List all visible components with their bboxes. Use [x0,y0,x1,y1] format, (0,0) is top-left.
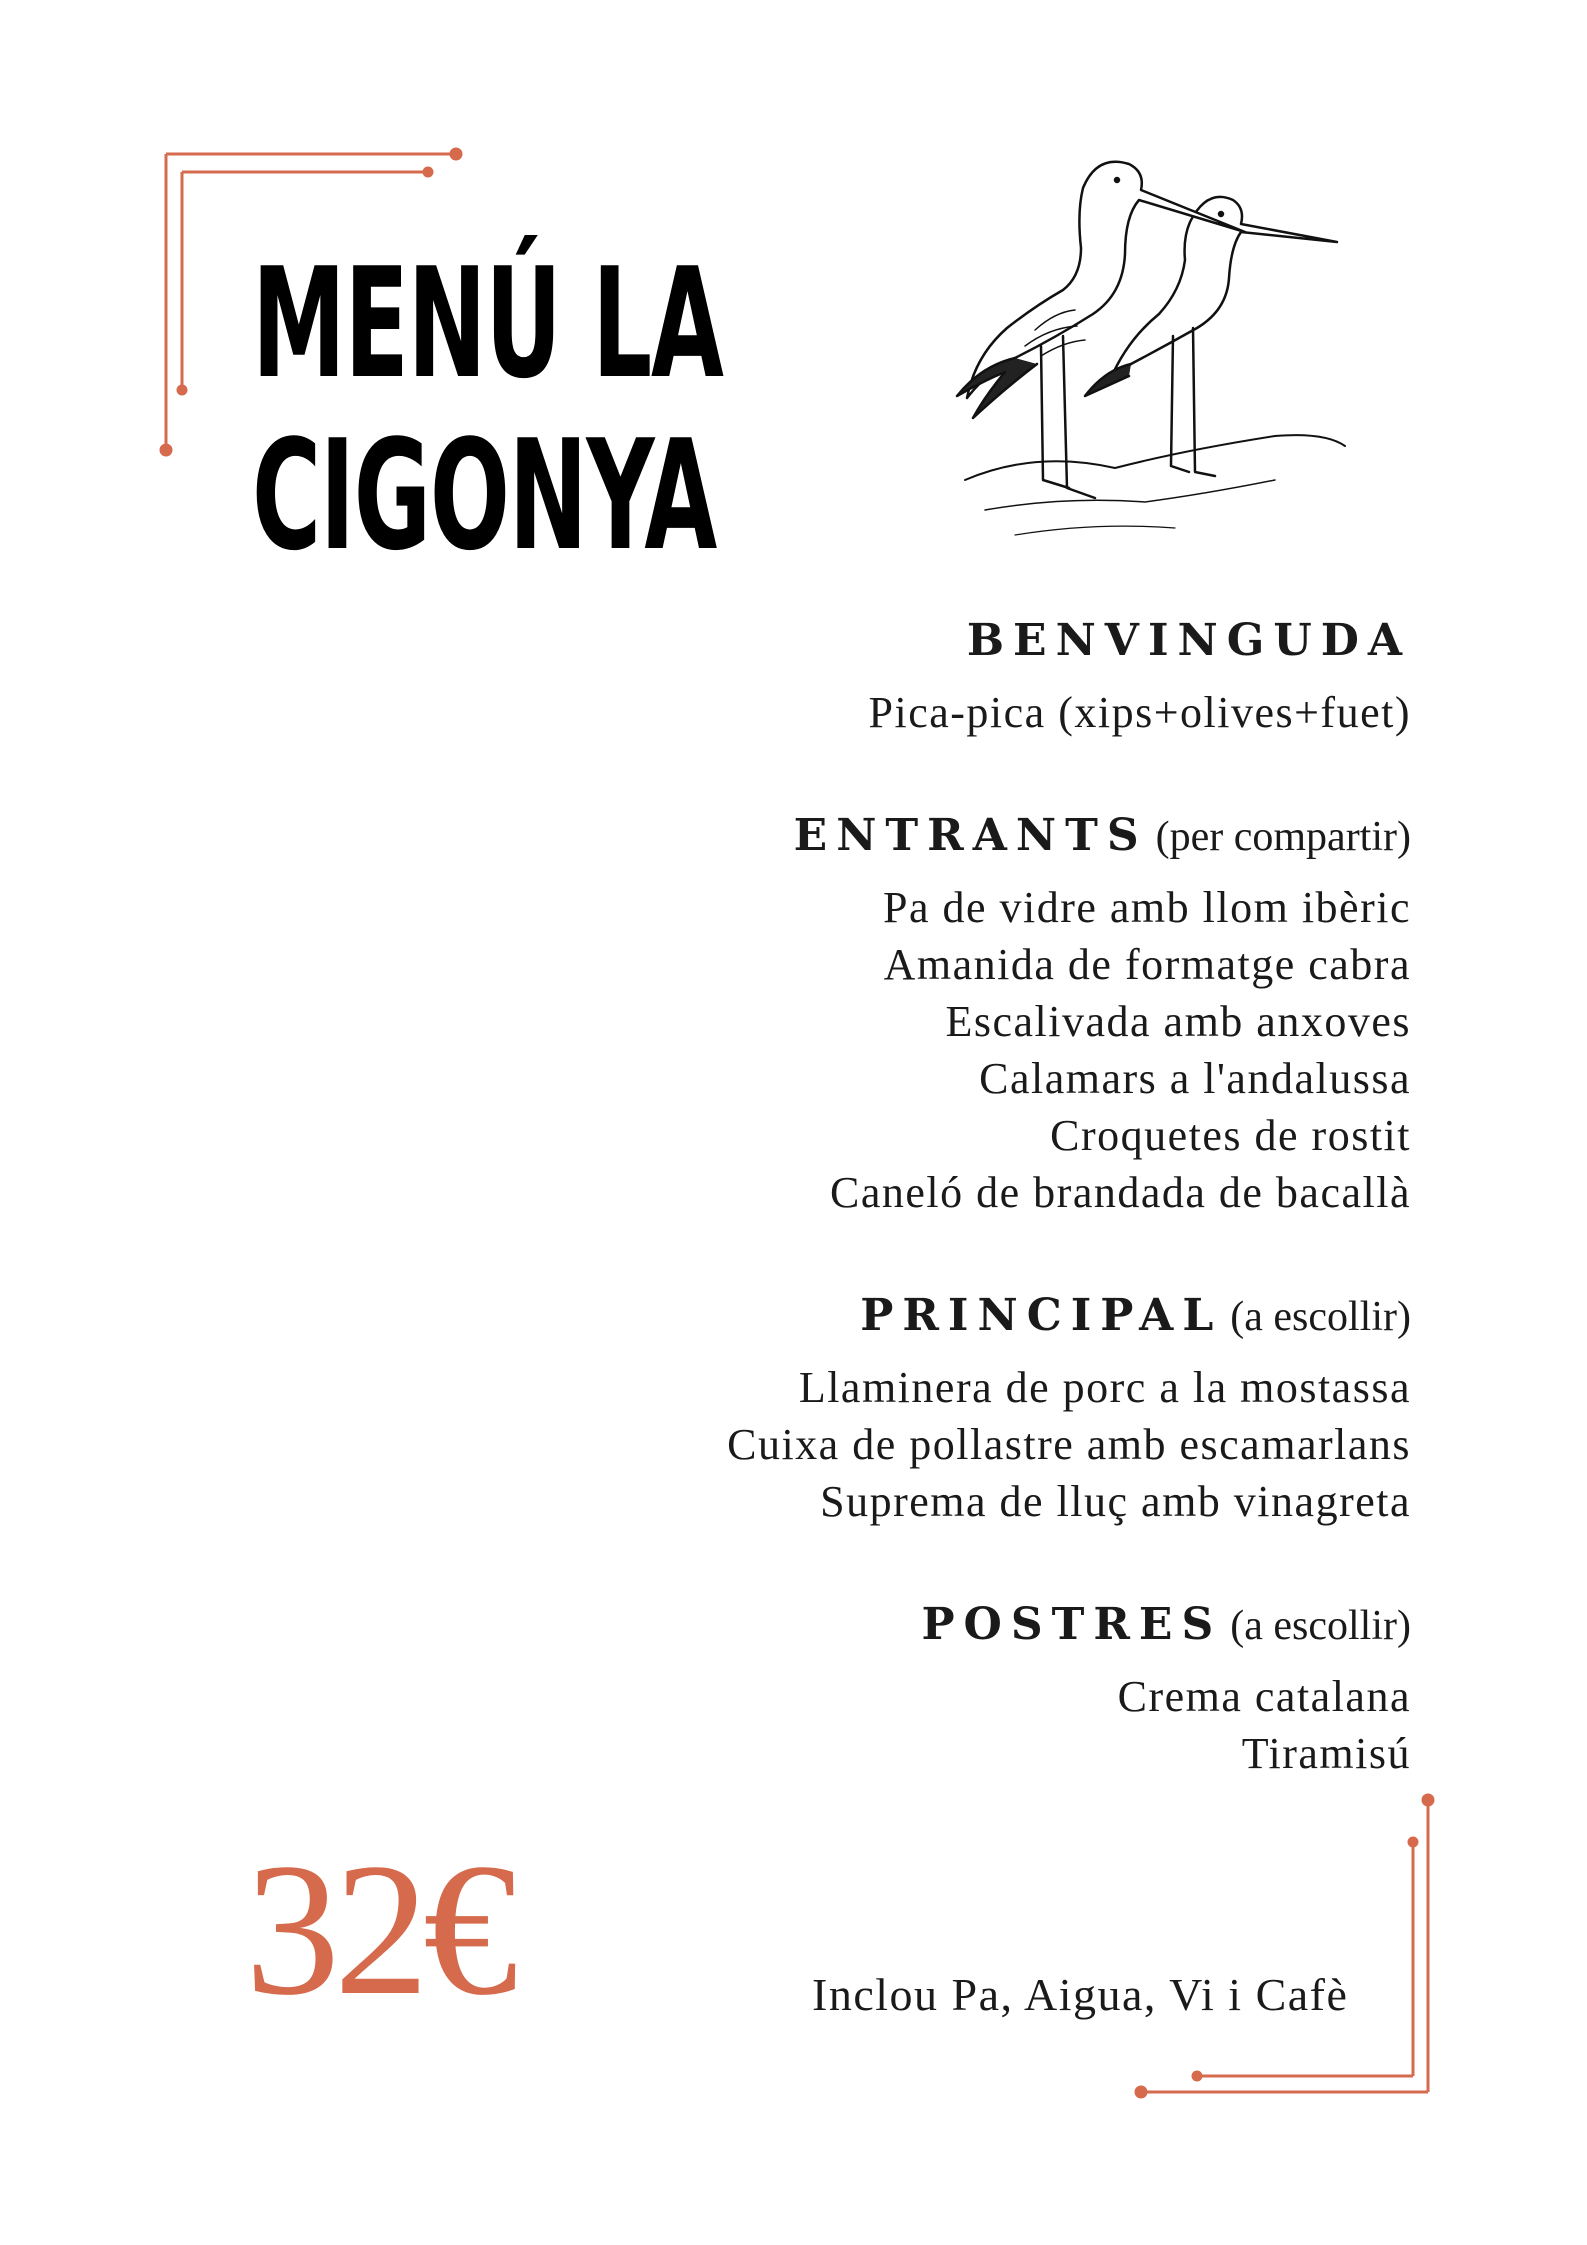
menu-item: Pica-pica (xips+olives+fuet) [868,688,1411,737]
section-heading-row [411,608,1411,684]
section-heading: PRINCIPAL [860,1290,1223,1341]
section-heading-row [411,803,1411,879]
section-heading: ENTRANTS [793,810,1148,861]
section-heading-row [411,1592,1411,1668]
section-heading: POSTRES [921,1599,1223,1650]
menu-item: Amanida de formatge cabra [883,940,1411,989]
section-principal [411,1283,1411,1530]
menu-item: Llaminera de porc a la mostassa [798,1363,1411,1412]
title-line-1: MENÚ LA [252,235,723,412]
section-postres [411,1592,1411,1782]
page-title [252,235,723,584]
menu-item: Tiramisú [1241,1729,1411,1778]
menu-item: Escalivada amb anxoves [945,997,1411,1046]
section-note: (per compartir) [1155,814,1411,860]
title-line-2: CIGONYA [252,407,717,584]
section-benvinguda [411,608,1411,741]
menu-item: Croquetes de rostit [1050,1111,1411,1160]
section-heading-row [411,1283,1411,1359]
menu-item: Calamars a l'andalussa [979,1054,1411,1103]
section-note: (a escollir) [1230,1603,1411,1649]
menu-price: 32€ [245,1825,512,2035]
section-note: (a escollir) [1230,1294,1411,1340]
storks-illustration-icon [945,150,1355,570]
menu-sections [411,608,1411,1844]
menu-item: Pa de vidre amb llom ibèric [882,883,1411,932]
includes-note: Inclou Pa, Aigua, Vi i Cafè [812,1969,1349,2020]
menu-item: Cuixa de pollastre amb escamarlans [727,1420,1411,1469]
section-heading: BENVINGUDA [966,615,1411,666]
menu-item: Caneló de brandada de bacallà [830,1168,1411,1217]
menu-item: Crema catalana [1117,1672,1411,1721]
section-entrants [411,803,1411,1221]
menu-item: Suprema de lluç amb vinagreta [820,1477,1411,1526]
